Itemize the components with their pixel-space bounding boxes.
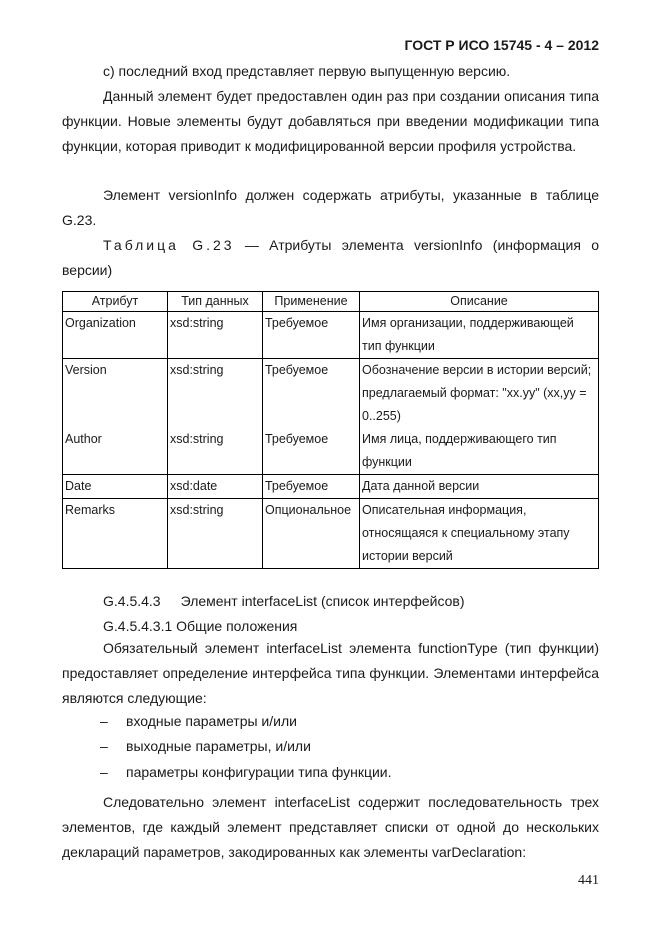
table-row <box>63 499 599 569</box>
bullet-marker: – <box>100 738 108 754</box>
page-number: 441 <box>578 873 599 888</box>
bullet-config-params: параметры конфигурации типа функции. <box>126 764 392 780</box>
paragraph-interfacelist-sequence: Следовательно элемент interfaceList содержит последовательность трех элементов, где каждый элемент представляет списки от одной до нескольких деклараций параметров, закодированных как элементы varDeclaration: <box>62 794 599 860</box>
bullet-input-params: входные параметры и/или <box>126 713 297 729</box>
cell-attribute: Remarks <box>63 499 168 569</box>
table-row <box>63 475 599 499</box>
header-usage: Применение <box>263 292 360 312</box>
table-caption-label: Таблица G.23 <box>103 237 235 253</box>
cell-data-type: xsd:string <box>168 312 263 359</box>
cell-data-type: xsd:string <box>168 428 263 475</box>
cell-description: Имя организации, поддерживающей тип функции <box>360 312 599 359</box>
cell-description: Обозначение версии в истории версий; предлагаемый формат: "xx.yy" (xx,yy = 0..255) <box>360 359 599 429</box>
cell-usage: Требуемое <box>263 359 360 429</box>
cell-usage: Требуемое <box>263 475 360 499</box>
paragraph-interfacelist: Обязательный элемент interfaceList элемента functionType (тип функции) предоставляет определение интерфейса типа функции. Элементами интерфейса являются следующие: <box>62 640 599 706</box>
table-row <box>63 359 599 429</box>
header-data-type: Тип данных <box>168 292 263 312</box>
cell-data-type: xsd:string <box>168 359 263 429</box>
bullet-output-params: выходные параметры, и/или <box>126 738 311 754</box>
cell-description: Описательная информация, относящаяся к специальному этапу истории версий <box>360 499 599 569</box>
section-heading-number: G.4.5.4.3 <box>103 593 161 609</box>
bullet-marker: – <box>100 764 108 780</box>
cell-usage: Требуемое <box>263 312 360 359</box>
cell-description: Имя лица, поддерживающего тип функции <box>360 428 599 475</box>
table-row <box>63 312 599 359</box>
paragraph-versioninfo-attributes: Элемент versionInfo должен содержать атрибуты, указанные в таблице G.23. <box>62 187 599 228</box>
standard-header: ГОСТ Р ИСО 15745 - 4 – 2012 <box>404 37 599 53</box>
subsection-heading: G.4.5.4.3.1 Общие положения <box>103 618 298 634</box>
paragraph-versioninfo-usage: Данный элемент будет предоставлен один раз при создании описания типа функции. Новые элементы будут добавляться при введении модификации типа функции, которая приводит к модифицированной версии профиля устройства. <box>62 88 599 154</box>
table-caption <box>62 233 599 283</box>
list-item-c: с) последний вход представляет первую выпущенную версию. <box>103 63 511 79</box>
table-header-row <box>63 292 599 312</box>
section-heading <box>62 589 599 614</box>
cell-usage: Опциональное <box>263 499 360 569</box>
section-heading-text: Элемент interfaceList (список интерфейсов) <box>180 593 465 609</box>
versioninfo-attributes-table <box>62 291 599 569</box>
cell-data-type: xsd:date <box>168 475 263 499</box>
bullet-marker: – <box>100 713 108 729</box>
cell-description: Дата данной версии <box>360 475 599 499</box>
cell-attribute: Version <box>63 359 168 429</box>
header-description: Описание <box>360 292 599 312</box>
table-row <box>63 428 599 475</box>
table-caption-text: — Атрибуты элемента versionInfo (информация о версии) <box>62 237 600 278</box>
cell-data-type: xsd:string <box>168 499 263 569</box>
cell-usage: Требуемое <box>263 428 360 475</box>
cell-attribute: Author <box>63 428 168 475</box>
cell-attribute: Date <box>63 475 168 499</box>
cell-attribute: Organization <box>63 312 168 359</box>
header-attribute: Атрибут <box>63 292 168 312</box>
